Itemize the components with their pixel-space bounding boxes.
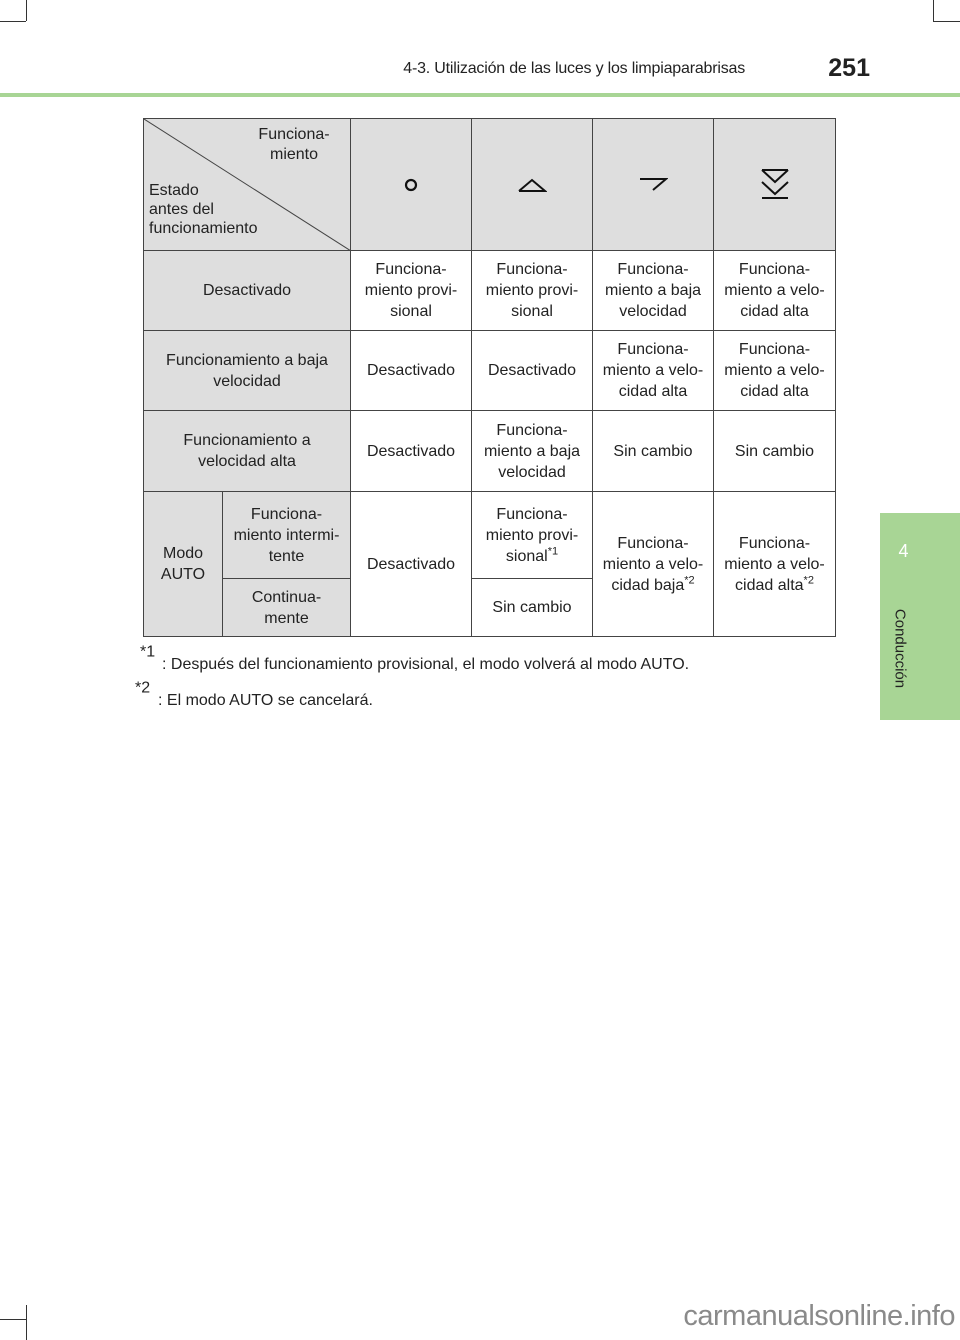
cell: Desactivado	[351, 411, 472, 492]
chapter-label: Conducción	[891, 608, 909, 689]
cell-text: Funciona- miento a velo- cidad baja	[602, 534, 704, 594]
page-number: 251	[828, 54, 870, 82]
high-speed-down-icon	[760, 168, 790, 202]
wiper-operation-table	[143, 118, 836, 637]
column-header-down	[593, 119, 714, 251]
cell	[593, 492, 714, 637]
table-row	[144, 411, 836, 492]
column-header-mist	[351, 119, 472, 251]
cell: Funciona- miento provi- sional	[351, 251, 472, 331]
low-speed-up-icon	[517, 177, 547, 193]
table-row	[144, 251, 836, 331]
crop-mark	[933, 0, 934, 21]
crop-mark	[0, 21, 26, 22]
cell-text: Funciona- miento provi- sional	[485, 505, 579, 565]
cell: Sin cambio	[714, 411, 836, 492]
chapter-number: 4	[898, 541, 909, 561]
footnote-text: : Después del funcionamiento provisional, el modo volverá al modo AUTO.	[162, 656, 690, 673]
cell: Funciona- miento a baja velocidad	[472, 411, 593, 492]
column-header-double-down	[714, 119, 836, 251]
cell: Desactivado	[351, 331, 472, 411]
low-speed-down-icon	[638, 177, 668, 193]
row-state-off: Desactivado	[144, 251, 351, 331]
cell-text: Funciona- miento a velo- cidad alta	[724, 534, 825, 594]
crop-mark	[26, 0, 27, 21]
cell: Funciona- miento a velo- cidad alta	[714, 331, 836, 411]
cell: Funciona- miento provi- sional	[472, 251, 593, 331]
corner-operation-label: Funciona- miento	[258, 126, 330, 163]
row-state-auto-continuous: Continua- mente	[223, 579, 351, 637]
cell: Desactivado	[351, 492, 472, 637]
watermark: carmanualsonline.info	[683, 1300, 955, 1332]
footnote-mark-text: *1	[140, 643, 156, 661]
footnote-mark: *1	[547, 545, 559, 558]
mist-off-icon	[403, 177, 419, 193]
cell	[472, 492, 593, 579]
cell: Sin cambio	[593, 411, 714, 492]
crop-mark	[26, 1305, 27, 1340]
row-state-high: Funcionamiento a velocidad alta	[144, 411, 351, 492]
footnote-mark	[135, 679, 151, 704]
crop-mark	[933, 21, 960, 22]
row-state-auto: Modo AUTO	[144, 492, 223, 637]
footnote-mark: *2	[803, 574, 814, 587]
section-title: 4-3. Utilización de las luces y los limpiaparabrisas	[403, 60, 745, 77]
row-state-auto-intermittent: Funciona- miento intermi- tente	[223, 492, 351, 579]
cell	[714, 492, 836, 637]
footnote-mark-text: *2	[135, 679, 151, 697]
cell: Desactivado	[472, 331, 593, 411]
crop-mark	[0, 1319, 26, 1320]
cell: Sin cambio	[472, 579, 593, 637]
footnotes	[135, 643, 840, 720]
row-state-low: Funcionamiento a baja velocidad	[144, 331, 351, 411]
header-rule	[0, 93, 960, 97]
cell: Funciona- miento a baja velocidad	[593, 251, 714, 331]
footnote-mark	[140, 643, 156, 668]
column-header-up	[472, 119, 593, 251]
cell: Funciona- miento a velo- cidad alta	[593, 331, 714, 411]
footnote-mark: *2	[684, 574, 695, 587]
cell: Funciona- miento a velo- cidad alta	[714, 251, 836, 331]
footnote-text: : El modo AUTO se cancelará.	[158, 692, 373, 709]
table-row	[144, 492, 836, 579]
footnote	[135, 679, 840, 720]
footnote	[140, 643, 840, 684]
table-corner-header	[144, 119, 351, 251]
corner-state-label: Estado antes del funcionamiento	[149, 182, 258, 237]
table-row	[144, 331, 836, 411]
